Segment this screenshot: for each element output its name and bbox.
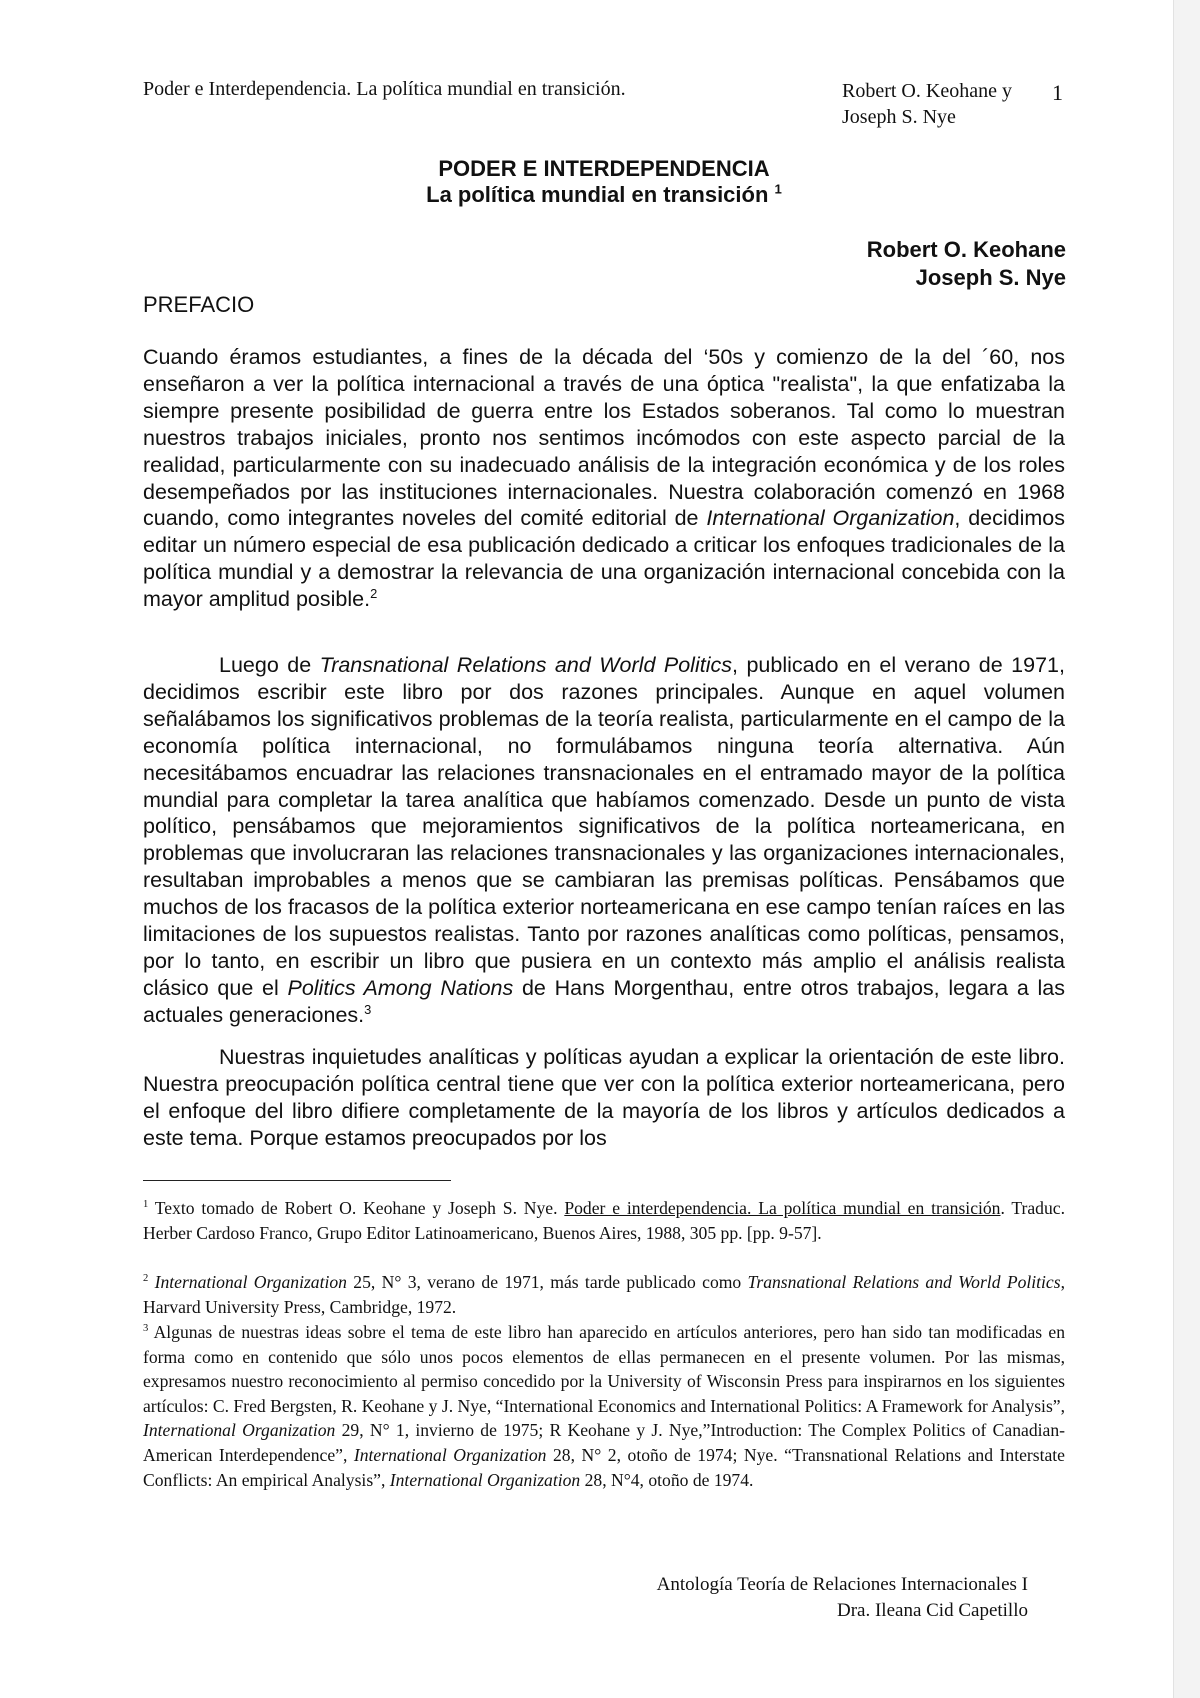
paragraph-2-text-c: de Hans Morgenthau, entre otros trabajos, legara a las actuales generaciones.	[143, 975, 1065, 1027]
document-subtitle	[0, 182, 1200, 208]
footnote-3-journal-1: International Organization	[143, 1420, 336, 1441]
authors-block	[867, 236, 1066, 292]
document-title: PODER E INTERDEPENDENCIA	[438, 156, 770, 181]
page-footer	[657, 1572, 1028, 1624]
running-header-authors	[842, 78, 1012, 130]
footnote-ref-3[interactable]: 3	[364, 1001, 372, 1017]
footnote-3-text-c: 28, N° 2, otoño de 1974; Nye. “Transnational Relations and Interstate Conflicts: An empirical Analysis”,	[143, 1444, 1065, 1490]
footnote-3	[143, 1320, 1065, 1492]
footnote-1-text-b: . Traduc. Herber Cardoso Franco, Grupo Editor Latinoamericano, Buenos Aires, 1988, 305 pp. [pp. 9-57].	[143, 1198, 1065, 1243]
footnote-3-number: 3	[143, 1323, 149, 1335]
subtitle-text: La política mundial en transición	[426, 182, 769, 207]
paragraph-2-text-a: Luego de	[219, 653, 320, 677]
running-header-author-1: Robert O. Keohane y	[842, 80, 1012, 102]
footnote-1-text-a: Texto tomado de Robert O. Keohane y Joseph S. Nye.	[148, 1198, 565, 1218]
paragraph-3: Nuestras inquietudes analíticas y políticas ayudan a explicar la orientación de este libro. Nuestra preocupación política central tiene que ver con la política exterior norteamericana, pero el enfoque del libro difiere completamente de la mayoría de los libros y artículos dedicados a este tema. Porque estamos preocupados por los	[143, 1045, 1065, 1150]
footnote-divider	[143, 1180, 451, 1181]
footnote-2-book-title: Transnational Relations and World Politics	[747, 1272, 1061, 1292]
footer-anthology: Antología Teoría de Relaciones Internacionales I	[656, 1574, 1028, 1595]
author-nye: Joseph S. Nye	[915, 265, 1066, 290]
footnote-2	[143, 1270, 1065, 1319]
running-header-author-2: Joseph S. Nye	[842, 106, 956, 128]
paragraph-2	[143, 652, 1065, 1029]
footnote-3-text-d: 28, N°4, otoño de 1974.	[580, 1469, 754, 1490]
running-header-title: Poder e Interdependencia. La política mundial en transición.	[143, 78, 626, 100]
book-title-transnational: Transnational Relations and World Politics	[319, 653, 732, 677]
page-number: 1	[1052, 80, 1063, 105]
paragraph-1-text-b: , decidimos editar un número especial de esa publicación dedicado a criticar los enfoques tradicionales de la política mundial y a demostrar la relevancia de una organización internacional concebida con la mayor amplitud posible.	[143, 506, 1065, 612]
journal-title: International Organization	[706, 506, 955, 531]
book-title-politics-among-nations: Politics Among Nations	[287, 975, 514, 1000]
footnote-3-journal-2: International Organization	[353, 1444, 547, 1465]
footnote-2-number: 2	[143, 1273, 149, 1285]
author-keohane: Robert O. Keohane	[866, 237, 1066, 262]
footnote-ref-1[interactable]: 1	[774, 181, 782, 197]
vertical-scrollbar[interactable]	[1173, 0, 1200, 1698]
footnote-ref-2[interactable]: 2	[370, 586, 378, 601]
footnote-3-text-b: 29, N° 1, invierno de 1975; R Keohane y J. Nye,”Introduction: The Complex Politics of Canadian-American Interdependence”,	[143, 1420, 1065, 1465]
footnote-1-book-title: Poder e interdependencia. La política mundial en transición	[564, 1198, 1001, 1218]
footnote-3-text-a: Algunas de nuestras ideas sobre el tema de este libro han aparecido en artículos anteriores, pero han sido tan modificadas en forma como en contenido que sólo unos pocos elementos de ellas permanecen en el presente volumen. Por las mismas, expresamos nuestro reconocimiento al permiso concedido por la University of Wisconsin Press para inspirarnos en los siguientes artículos: C. Fred Bergsten, R. Keohane y J. Nye, “International Economics and International Politics: A Framework for Analysis”,	[143, 1322, 1065, 1416]
footnote-2-text-a: 25, N° 3, verano de 1971, más tarde publicado como	[346, 1272, 748, 1292]
footnote-2-journal: International Organization	[154, 1272, 347, 1292]
paragraph-1-text-a: Cuando éramos estudiantes, a fines de la década del ‘50s y comienzo de la del ´60, nos enseñaron a ver la política internacional a través de una óptica "realista", la que enfatizaba la siempre presente posibilidad de guerra entre los Estados soberanos. Tal como lo muestran nuestros trabajos iniciales, pronto nos sentimos incómodos con este aspecto parcial de la realidad, particularmente con su inadecuado análisis de la integración económica y de los roles desempeñados por las instituciones internacionales. Nuestra colaboración comenzó en 1968 cuando, como integrantes noveles del comité editorial de	[143, 345, 1065, 531]
footnote-1-number: 1	[143, 1199, 149, 1211]
footnote-1	[143, 1196, 1065, 1245]
paragraph-2-text-b: , publicado en el verano de 1971, decidimos escribir este libro por dos razones principales. Aunque en aquel volumen señalábamos los significativos problemas de la teoría realista, particularmente en el campo de la economía política internacional, no formulábamos ninguna teoría alternativa. Aún necesitábamos encuadrar las relaciones transnacionales en el entramado mayor de la política mundial para completar la tarea analítica que habíamos comenzado. Desde un punto de vista político, pensábamos que mejoramientos significativos de la política norteamericana, en problemas que involucraran las relaciones transnacionales y las organizaciones internacionales, resultaban improbables a menos que se cambiaran las premisas políticas. Pensábamos que muchos de los fracasos de la política exterior norteamericana en ese campo tenían raíces en las limitaciones de los supuestos realistas. Tanto por razones analíticas como políticas, pensamos, por lo tanto, en escribir un libro que pusiera en un contexto más amplio el análisis realista clásico que el	[143, 653, 1065, 1000]
section-heading: PREFACIO	[143, 292, 255, 317]
paragraph-1	[143, 344, 1065, 613]
footer-author: Dra. Ileana Cid Capetillo	[837, 1600, 1028, 1621]
footnote-3-journal-3: International Organization	[389, 1469, 581, 1490]
footnote-2-text-b: , Harvard University Press, Cambridge, 1972.	[143, 1272, 1065, 1317]
